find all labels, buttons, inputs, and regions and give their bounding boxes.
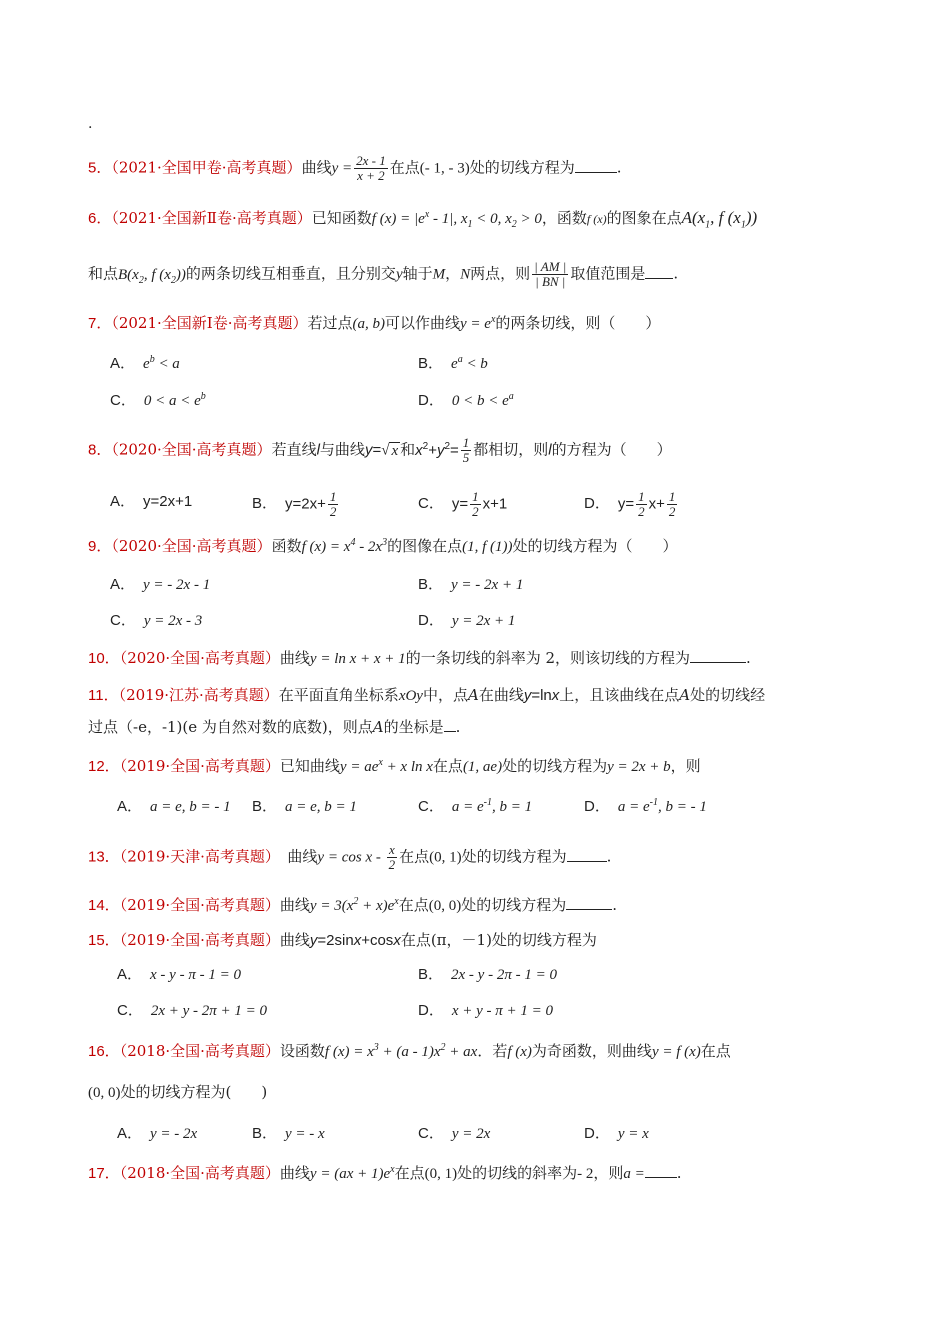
question-number: 13．: [88, 848, 120, 866]
question-number: 15．: [88, 932, 120, 949]
question-5: 5．（2021·全国甲卷·高考真题）曲线y = $\frac{2x - 1}{x + 2}$ 在点(- 1, - 3)处的切线方程为 .: [88, 153, 622, 183]
question-source: （2019·全国·高考真题）: [119, 896, 280, 914]
option-b[interactable]: B． y = - 2x + 1: [418, 576, 524, 593]
question-number: 10．: [88, 650, 120, 667]
question-9: 9．（2020·全国·高考真题）函数f $(x) = x^4 - 2x^3$的图像在点(1, f (1))处的切线方程为（ ）: [88, 537, 678, 555]
answer-blank: [567, 847, 607, 862]
question-12: 12．（2019·全国·高考真题）已知曲线$y = ae^x + x$ ln x在点(1, ae)处的切线方程为y = 2x + b，则: [88, 757, 701, 775]
question-number: 8．: [88, 441, 112, 459]
question-source: （2020·全国·高考真题）: [111, 537, 272, 555]
option-d[interactable]: D． y = 2x + 1: [418, 612, 516, 629]
question-source: （2019·全国·高考真题）: [119, 757, 280, 775]
question-17: 17．（2018·全国·高考真题）曲线$y = (ax + 1)e^x$在点(0, 1)处的切线的斜率为- 2，则a = .: [88, 1164, 682, 1182]
option-a[interactable]: A． a = e, b = - 1: [117, 798, 231, 815]
fraction: $\frac{1}{5}$: [462, 435, 470, 465]
question-source: （2019·全国·高考真题）: [119, 931, 280, 949]
point-b: $B(x_2$, f $(x_2)$): [118, 266, 186, 286]
question-source: （2019·天津·高考真题）: [119, 847, 273, 866]
option-d[interactable]: D． y= $\frac{1}{2}$ x+ $\frac{1}{2}$: [584, 489, 676, 519]
question-16-line-2: (0, 0)处的切线方程为( ): [88, 1083, 268, 1101]
question-15: 15．（2019·全国·高考真题）曲线y=2sinx+cosx在点(π，－1)处的切线方程为: [88, 931, 597, 949]
option-c[interactable]: C． y = 2x: [418, 1125, 491, 1142]
question-14: 14．（2019·全国·高考真题）曲线$y = 3(x^2 + x)e^x$在点(0, 0)处的切线方程为 .: [88, 896, 618, 914]
fraction: $\frac{2x - 1}{x + 2}$: [356, 153, 386, 183]
option-b[interactable]: B． y=2x+ $\frac{1}{2}$: [252, 489, 337, 519]
point-a: $A(x_1$, f $(x_1)$): [681, 208, 758, 231]
answer-blank: [566, 895, 612, 910]
question-number: 9．: [88, 538, 112, 555]
question-source: （2018·全国·高考真题）: [119, 1164, 280, 1182]
question-number: 7．: [88, 315, 112, 332]
option-b[interactable]: B． y = - x: [252, 1125, 325, 1142]
question-source: （2021·全国新Ⅰ卷·高考真题）: [111, 314, 308, 332]
option-a[interactable]: A． y=2x+1: [110, 493, 193, 510]
question-number: 17．: [88, 1165, 120, 1182]
square-root: √ x: [381, 442, 399, 459]
question-10: 10．（2020·全国·高考真题）曲线y = ln x + x + 1的一条切线的斜率为 2，则该切线的方程为 .: [88, 649, 751, 667]
question-number: 11．: [88, 687, 119, 704]
answer-blank: [444, 717, 456, 732]
question-6-line-2: 和点$B(x_2$, f $(x_2)$)的两条切线互相垂直，且分别交y轴于M，N两点，则 $\frac{| AM |}{| BN |}$ 取值范围是 .: [88, 259, 679, 289]
fraction: $\frac{x}{2}$: [388, 842, 396, 872]
answer-blank: [575, 158, 617, 173]
option-d[interactable]: D． y = x: [584, 1125, 649, 1142]
answer-blank: [645, 1163, 677, 1178]
question-source: （2020·全国·高考真题）: [119, 649, 280, 667]
answer-blank: [645, 264, 673, 279]
question-13: 13．（2019·天津·高考真题） 曲线y = cos x - $\frac{x}{2}$ 在点(0, 1)处的切线方程为 .: [88, 842, 612, 872]
question-11: 11．（2019·江苏·高考真题）在平面直角坐标系xOy中，点A在曲线y=lnx上，且该曲线在点A处的切线经: [88, 686, 766, 704]
question-16: 16．（2018·全国·高考真题）设函数f $(x) = x^3 + (a - 1)x^2$ + ax．若f (x)为奇函数，则曲线y = f (x)在点: [88, 1042, 731, 1060]
question-source: （2020·全国·高考真题）: [111, 440, 272, 459]
lead-dot: .: [88, 116, 93, 132]
option-b[interactable]: B． a = e, b = 1: [252, 798, 357, 815]
option-c[interactable]: C． $0 < a < e^b$: [110, 391, 206, 409]
option-b[interactable]: B． 2x - y - 2π - 1 = 0: [418, 966, 557, 983]
option-a[interactable]: A． y = - 2x - 1: [110, 576, 211, 593]
option-d[interactable]: D． $0 < b < e^a$: [418, 391, 514, 409]
option-c[interactable]: C． $a = e^{-1}$, b = 1: [418, 797, 533, 815]
question-8: 8．（2020·全国·高考真题）若直线l与曲线y=√ x 和$x^2+y^2=$ $\frac{1}{5}$ 都相切，则l的方程为（ ）: [88, 435, 672, 465]
question-source: （2021·全国新Ⅱ卷·高考真题）: [111, 209, 312, 227]
option-a[interactable]: A． x - y - π - 1 = 0: [117, 966, 241, 983]
option-c[interactable]: C． y= $\frac{1}{2}$ x+1: [418, 489, 508, 519]
option-d[interactable]: D． $a = e^{-1}$, b = - 1: [584, 797, 707, 815]
question-11-line-2: 过点（-e，-1)(e 为自然对数的底数)，则点A的坐标是 .: [88, 718, 461, 736]
function-expression: f $(x) = |e^x - 1|$, $x_1 < 0$, $x_2 > 0$: [371, 209, 542, 230]
question-source: （2018·全国·高考真题）: [119, 1042, 280, 1060]
question-source: （2021·全国甲卷·高考真题）: [111, 158, 302, 177]
question-7: 7．（2021·全国新Ⅰ卷·高考真题）若过点(a, b)可以作曲线$y = e^x$的两条切线，则（ ）: [88, 314, 661, 332]
question-source: （2019·江苏·高考真题）: [118, 686, 279, 704]
question-6: 6．（2021·全国新Ⅱ卷·高考真题）已知函数f $(x) = |e^x - 1|$, $x_1 < 0$, $x_2 > 0$，函数f (x)的图象在点$A(x_1$, f $(x_1)$): [88, 208, 758, 231]
question-number: 16．: [88, 1043, 120, 1060]
option-a[interactable]: A． $e^b < a$: [110, 354, 180, 372]
option-d[interactable]: D． x + y - π + 1 = 0: [418, 1002, 554, 1019]
option-a[interactable]: A． y = - 2x: [117, 1125, 198, 1142]
answer-blank: [690, 648, 746, 663]
fraction: $\frac{| AM |}{| BN |}$: [534, 259, 567, 289]
question-number: 6．: [88, 210, 112, 227]
option-c[interactable]: C． 2x + y - 2π + 1 = 0: [117, 1002, 268, 1019]
option-c[interactable]: C． y = 2x - 3: [110, 612, 203, 629]
question-number: 5．: [88, 159, 112, 177]
option-b[interactable]: B． $e^a < b$: [418, 354, 488, 372]
question-number: 12．: [88, 758, 120, 775]
question-number: 14．: [88, 897, 120, 914]
